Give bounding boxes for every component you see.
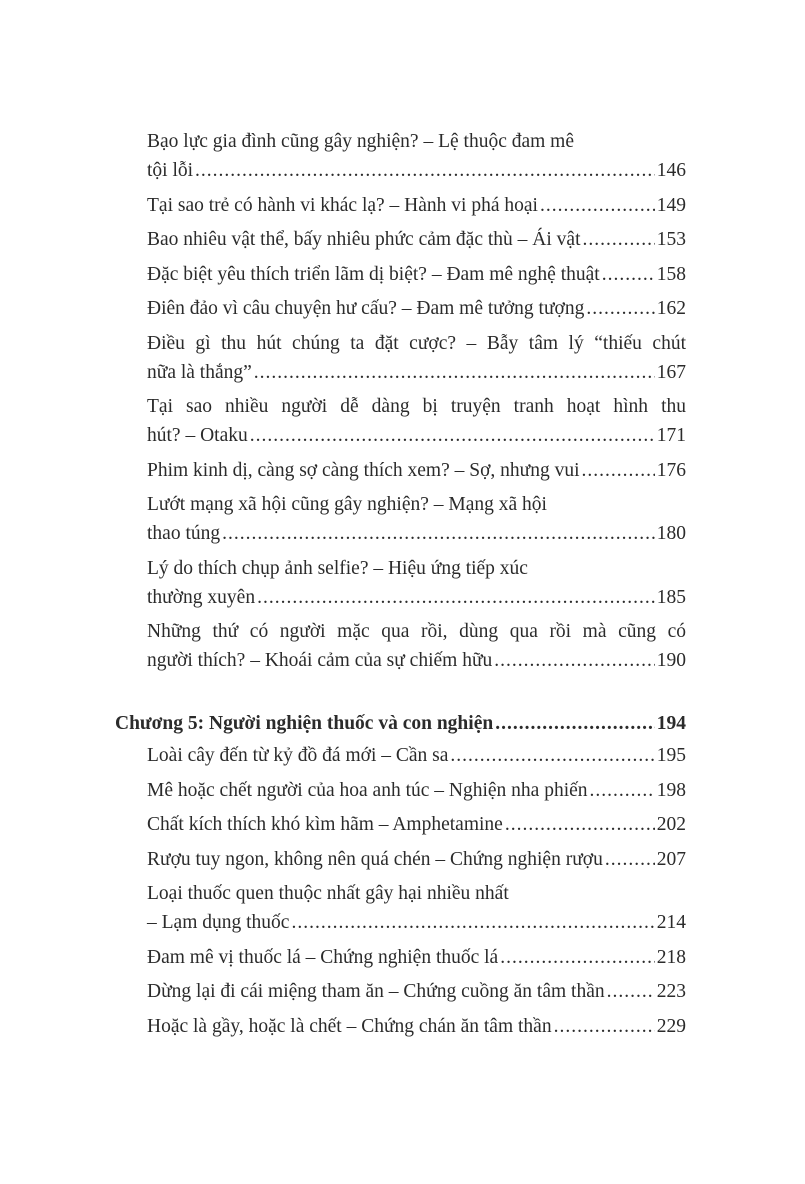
toc-page-number: 176 [656, 459, 686, 481]
toc-entry-title: hút? – Otaku [147, 425, 248, 446]
toc-page-number: 146 [656, 160, 686, 181]
chapter-title: Chương 5: Người nghiện thuốc và con nghiện [115, 713, 494, 734]
leader-dots [494, 646, 654, 675]
toc-entry[interactable] [115, 776, 686, 805]
leader-dots [495, 709, 655, 738]
toc-entry[interactable] [115, 127, 686, 185]
toc-page-number: 153 [656, 229, 686, 250]
toc-entry-title-line1: Lướt mạng xã hội cũng gây nghiện? – Mạng xã hội [147, 494, 547, 515]
leader-dots [195, 156, 655, 185]
toc-page-number: 195 [656, 745, 686, 766]
toc-entry[interactable] [115, 845, 686, 874]
toc-entry[interactable] [115, 810, 686, 839]
toc-chapter-heading[interactable] [115, 709, 686, 738]
leader-dots [590, 776, 655, 805]
toc-entry[interactable] [115, 329, 686, 387]
toc-entry[interactable] [115, 225, 686, 254]
toc-entry-title: Dừng lại đi cái miệng tham ăn – Chứng cuồng ăn tâm thần [147, 981, 605, 1002]
toc-entry-title: Tại sao trẻ có hành vi khác lạ? – Hành vi phá hoại [147, 194, 538, 216]
toc-page-number: 190 [656, 650, 686, 671]
leader-dots [540, 191, 655, 220]
toc-entry[interactable] [115, 943, 686, 972]
toc-page-number: 207 [656, 848, 686, 870]
leader-dots [583, 225, 655, 254]
toc-page-number: 167 [656, 361, 686, 383]
toc-entry-title-line1: Lý do thích chụp ảnh selfie? – Hiệu ứng tiếp xúc [147, 557, 528, 579]
toc-entry-title: thao túng [147, 523, 221, 544]
toc-entry-title: người thích? – Khoái cảm của sự chiếm hữu [147, 650, 493, 671]
toc-entry-title: Loài cây đến từ kỷ đồ đá mới – Cần sa [147, 745, 449, 766]
leader-dots [291, 908, 654, 937]
toc-entry-title-line1: Tại sao nhiều người dễ dàng bị truyện tranh hoạt hình thu [147, 396, 686, 417]
leader-dots [500, 943, 655, 972]
leader-dots [582, 456, 655, 485]
toc-entry[interactable] [115, 1012, 686, 1041]
toc-page-number: 158 [656, 263, 686, 285]
toc-page-number: 149 [656, 194, 686, 216]
chapter-page-number: 194 [656, 713, 686, 734]
toc-entry-title: Rượu tuy ngon, không nên quá chén – Chứng nghiện rượu [147, 848, 603, 870]
toc-entry-title: Đam mê vị thuốc lá – Chứng nghiện thuốc lá [147, 946, 499, 968]
table-of-contents [115, 127, 686, 1046]
toc-page-number: 202 [656, 814, 686, 835]
leader-dots [254, 358, 655, 387]
toc-page-number: 198 [656, 779, 686, 801]
toc-page-number: 229 [656, 1015, 686, 1037]
toc-page-number: 180 [656, 523, 686, 544]
toc-entry-title: Mê hoặc chết người của hoa anh túc – Nghiện nha phiến [147, 779, 588, 801]
toc-page-number: 223 [656, 981, 686, 1002]
toc-entry[interactable] [115, 554, 686, 612]
toc-entry[interactable] [115, 741, 686, 770]
toc-page-number: 162 [656, 298, 686, 319]
toc-entry[interactable] [115, 294, 686, 323]
toc-entry-title: tội lỗi [147, 160, 194, 181]
toc-entry[interactable] [115, 392, 686, 450]
leader-dots [222, 519, 655, 548]
toc-entry[interactable] [115, 490, 686, 548]
toc-page-number: 171 [656, 425, 686, 446]
toc-entry-title: Đặc biệt yêu thích triển lãm dị biệt? – Đam mê nghệ thuật [147, 263, 600, 285]
toc-entry-title-line1: Bạo lực gia đình cũng gây nghiện? – Lệ thuộc đam mê [147, 131, 574, 152]
toc-entry[interactable] [115, 456, 686, 485]
toc-entry-title: – Lạm dụng thuốc [147, 912, 290, 933]
toc-entry[interactable] [115, 879, 686, 937]
leader-dots [554, 1012, 655, 1041]
toc-entry[interactable] [115, 617, 686, 675]
toc-page-number: 218 [656, 946, 686, 968]
leader-dots [607, 977, 655, 1006]
toc-entry-title: Bao nhiêu vật thể, bấy nhiêu phức cảm đặc thù – Ái vật [147, 229, 581, 250]
leader-dots [250, 421, 655, 450]
toc-entry[interactable] [115, 260, 686, 289]
toc-page-number: 214 [656, 912, 686, 933]
toc-entry-title-line1: Điều gì thu hút chúng ta đặt cược? – Bẫy tâm lý “thiếu chút [147, 332, 686, 354]
toc-page-number: 185 [656, 586, 686, 608]
toc-entry-title: Chất kích thích khó kìm hãm – Amphetamine [147, 814, 503, 835]
toc-entry-title-line1: Những thứ có người mặc qua rồi, dùng qua rồi mà cũng có [147, 621, 686, 642]
toc-entry[interactable] [115, 977, 686, 1006]
leader-dots [505, 810, 655, 839]
leader-dots [586, 294, 654, 323]
leader-dots [605, 845, 655, 874]
toc-entry-title: Phim kinh dị, càng sợ càng thích xem? – Sợ, nhưng vui [147, 459, 580, 481]
toc-entry-title: thường xuyên [147, 586, 256, 608]
leader-dots [602, 260, 655, 289]
toc-entry-title: nữa là thắng” [147, 361, 252, 383]
leader-dots [257, 583, 655, 612]
toc-entry-title-line1: Loại thuốc quen thuộc nhất gây hại nhiều nhất [147, 883, 509, 904]
leader-dots [450, 741, 654, 770]
toc-entry-title: Điên đảo vì câu chuyện hư cấu? – Đam mê tưởng tượng [147, 298, 585, 319]
toc-entry[interactable] [115, 191, 686, 220]
toc-entry-title: Hoặc là gầy, hoặc là chết – Chứng chán ăn tâm thần [147, 1015, 552, 1037]
